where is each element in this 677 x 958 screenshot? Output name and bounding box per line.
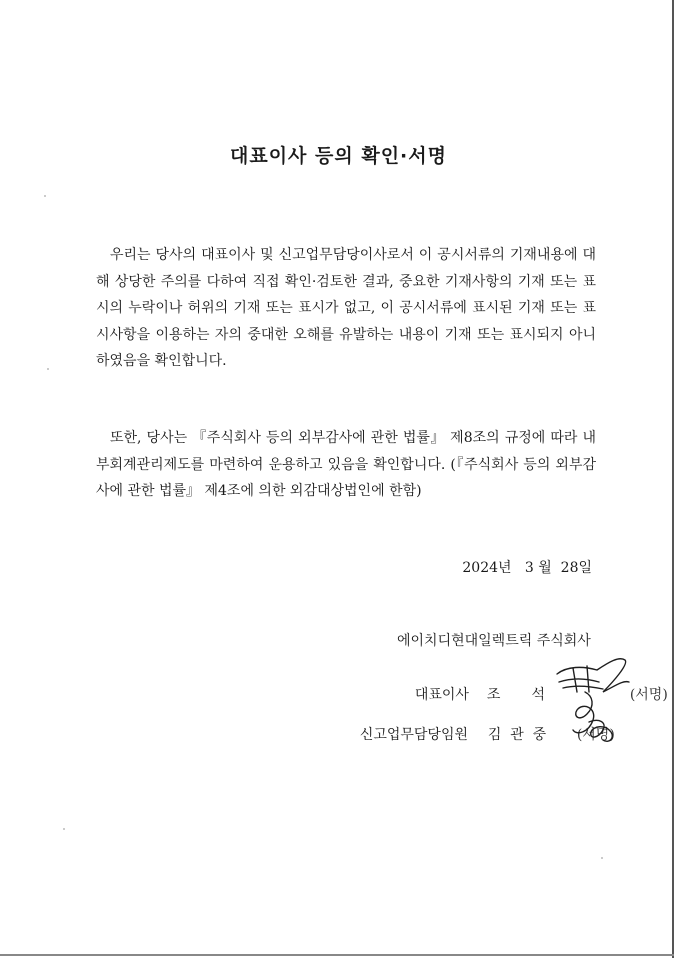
scan-speck — [47, 368, 49, 370]
page-edge-bottom — [0, 954, 674, 956]
scan-speck — [601, 857, 603, 859]
confirmation-paragraph — [96, 242, 596, 375]
document-title: 대표이사 등의 확인·서명 — [230, 145, 447, 167]
signature-mark-label: (서명) — [576, 727, 615, 743]
signatory-name: 김 관 중 — [487, 727, 547, 743]
internal-control-paragraph — [96, 425, 596, 505]
signatory-disclosure-officer — [342, 708, 615, 760]
signing-date: 2024년 3 월 28일 — [462, 560, 592, 576]
signature-mark-label: (서명) — [629, 687, 668, 703]
signatory-role: 신고업무담당임원 — [359, 727, 469, 743]
signatory-name: 조 석 — [486, 687, 546, 703]
scan-speck — [63, 828, 65, 830]
internal-control-text: 또한, 당사는 『주식회사 등의 외부감사에 관한 법률』 제8조의 규정에 따라 내부회계관리제도를 마련하여 운용하고 있음을 확인합니다. (『주식회사 등의 외부감사에 관한 법률』 제4조에 의한 외감대상법인에 한함) — [96, 430, 596, 499]
scan-speck — [44, 195, 46, 197]
company-name: 에이치디현대일렉트릭 주식회사 — [397, 633, 591, 649]
signatory-role: 대표이사 — [414, 687, 469, 703]
confirmation-text: 우리는 당사의 대표이사 및 신고업무담당이사로서 이 공시서류의 기재내용에 대해 상당한 주의를 다하여 직접 확인·검토한 결과, 중요한 기재사항의 기재 또는 표시의 누락이나 허위의 기재 또는 표시가 없고, 이 공시서류에 표시된 기재 또는 표시사항을 이용하는 자의 중대한 오해를 유발하는 내용이 기재 또는 표시되지 아니하였음을 확인합니다. — [96, 247, 596, 369]
